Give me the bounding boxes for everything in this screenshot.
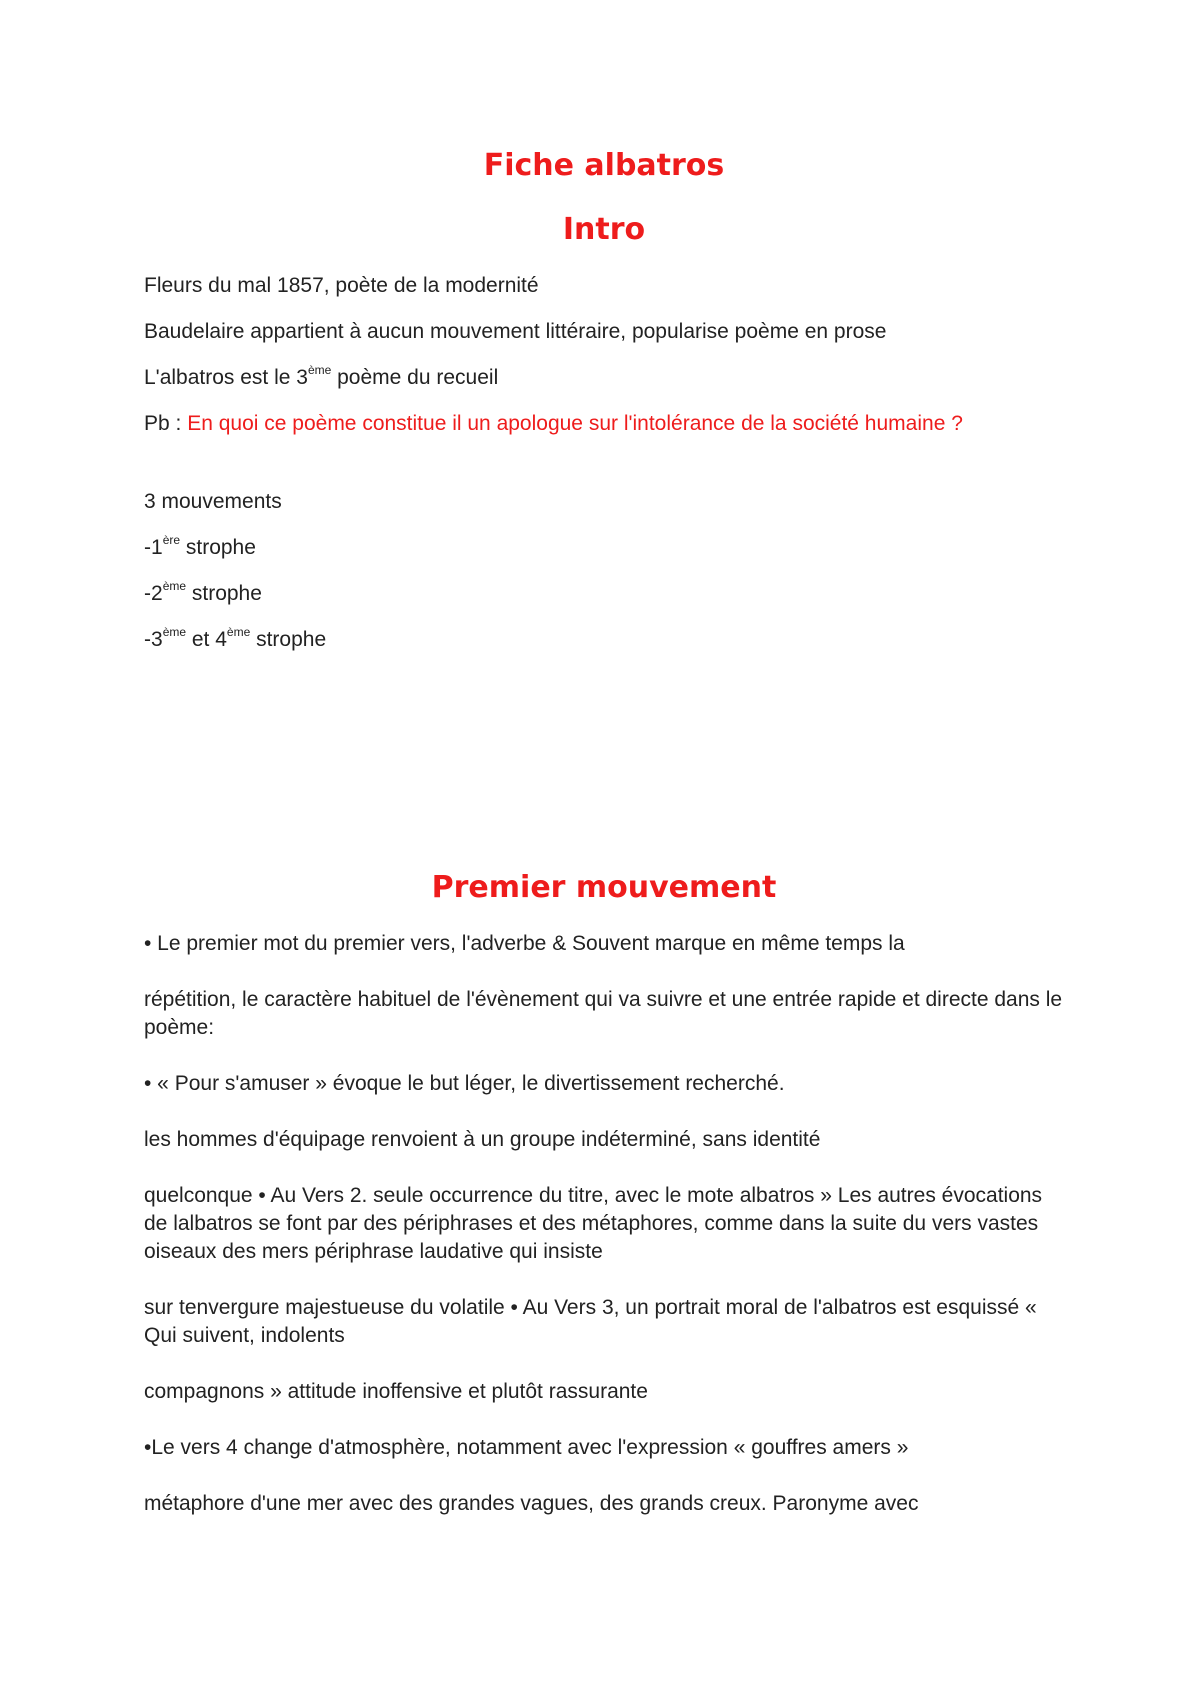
mouvement-2-num: -2 (144, 582, 163, 605)
mouvement-3-num: -3 (144, 628, 163, 651)
mouvement-3-sup-1: ème (162, 625, 187, 639)
premier-paragraph-3: • « Pour s'amuser » évoque le but léger, le divertissement recherché. (144, 1072, 785, 1095)
intro-line-3-text-end: poème du recueil (331, 366, 499, 389)
premier-paragraph-4: les hommes d'équipage renvoient à un groupe indéterminé, sans identité (144, 1128, 821, 1151)
mouvement-1 (144, 534, 1064, 562)
mouvement-2-sup: ème (162, 579, 187, 593)
premier-paragraph-1: • Le premier mot du premier vers, l'adverbe & Souvent marque en même temps la (144, 932, 905, 955)
document-title: Fiche albatros (483, 148, 725, 183)
mouvement-3 (144, 626, 1064, 654)
mouvement-2-text: strophe (186, 582, 262, 605)
premier-paragraph-2: répétition, le caractère habituel de l'évènement qui va suivre et une entrée rapide et directe dans le poème: (144, 988, 1063, 1039)
problematique (144, 410, 964, 438)
mouvement-1-sup: ère (162, 533, 181, 547)
mouvements-count: 3 mouvements (144, 490, 282, 513)
premier-mouvement-heading: Premier mouvement (431, 870, 777, 905)
intro-line-3-sup: ème (307, 363, 332, 377)
intro-line-3-text: L'albatros est le 3 (144, 366, 308, 389)
premier-paragraph-9: métaphore d'une mer avec des grandes vagues, des grands creux. Paronyme avec (144, 1492, 919, 1515)
intro-heading: Intro (562, 212, 646, 247)
mouvement-3-text: strophe (250, 628, 327, 651)
premier-paragraph-7: compagnons » attitude inoffensive et plutôt rassurante (144, 1380, 648, 1403)
problematique-label: Pb : (144, 412, 188, 435)
mouvement-2 (144, 580, 1064, 608)
premier-paragraph-8: •Le vers 4 change d'atmosphère, notamment avec l'expression « gouffres amers » (144, 1436, 909, 1459)
intro-line-3 (144, 364, 1064, 392)
intro-line-1: Fleurs du mal 1857, poète de la modernité (144, 274, 539, 297)
mouvement-1-text: strophe (180, 536, 256, 559)
mouvement-3-mid: et 4 (186, 628, 227, 651)
mouvement-1-num: -1 (144, 536, 163, 559)
premier-paragraph-6: sur tenvergure majestueuse du volatile • Au Vers 3, un portrait moral de l'albatros est esquissé « Qui suivent, indolents (144, 1296, 1037, 1347)
premier-paragraph-5: quelconque • Au Vers 2. seule occurrence du titre, avec le mote albatros » Les autres évocations de lalbatros se font par des périphrases et des métaphores, comme dans la suite du vers vastes oiseaux des mers périphrase laudative qui insiste (144, 1184, 1043, 1263)
problematique-text: En quoi ce poème constitue il un apologue sur l'intolérance de la société humaine ? (187, 412, 963, 435)
mouvement-3-sup-2: ème (226, 625, 251, 639)
intro-line-2: Baudelaire appartient à aucun mouvement littéraire, popularise poème en prose (144, 320, 887, 343)
